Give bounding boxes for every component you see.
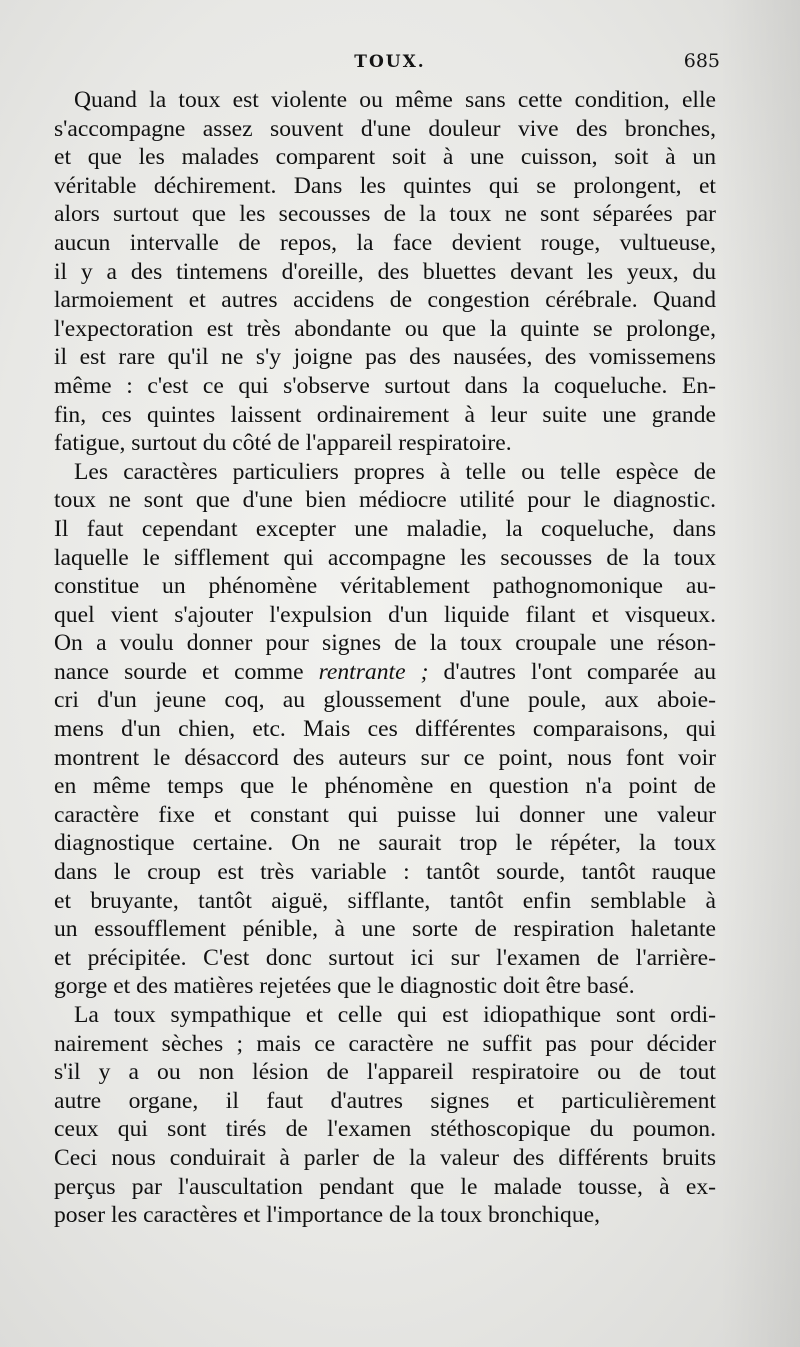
text-line: quel vient s'ajouter l'expulsion d'un liquide filant et visqueux. <box>54 601 716 628</box>
text-line: ceux qui sont tirés de l'examen stéthoscopique du poumon. <box>54 1116 716 1143</box>
text-line: véritable déchirement. Dans les quintes qui se prolongent, et <box>54 172 716 199</box>
body-text <box>54 86 716 1230</box>
text-line: s'accompagne assez souvent d'une douleur vive des bronches, <box>54 115 716 142</box>
text-line: il y a des tintemens d'oreille, des bluettes devant les yeux, du <box>54 258 716 285</box>
text-line: s'il y a ou non lésion de l'appareil respiratoire ou de tout <box>54 1059 716 1086</box>
text-line: et précipitée. C'est donc surtout ici sur l'examen de l'arrière- <box>54 944 716 971</box>
text-line: mens d'un chien, etc. Mais ces différentes comparaisons, qui <box>54 716 716 743</box>
text-line: et que les malades comparent soit à une cuisson, soit à un <box>54 144 716 171</box>
text-line: Quand la toux est violente ou même sans cette condition, elle <box>74 87 716 113</box>
text-line: un essoufflement pénible, à une sorte de respiration haletante <box>54 916 716 943</box>
text-line: diagnostique certaine. On ne saurait trop le répéter, la toux <box>54 830 716 857</box>
text-line: caractère fixe et constant qui puisse lui donner une valeur <box>54 801 716 828</box>
text-line: il est rare qu'il ne s'y joigne pas des nausées, des vomissemens <box>54 344 716 371</box>
running-head: TOUX. <box>354 52 426 72</box>
text-line: l'expectoration est très abondante ou que la quinte se prolonge, <box>54 315 716 342</box>
text-line: alors surtout que les secousses de la toux ne sont séparées par <box>54 201 716 228</box>
text-line: Il faut cependant excepter une maladie, la coqueluche, dans <box>54 515 716 542</box>
text-line: larmoiement et autres accidens de congestion cérébrale. Quand <box>54 287 716 314</box>
page-header <box>0 50 800 80</box>
text-line: cri d'un jeune coq, au gloussement d'une poule, aux aboie- <box>54 687 716 714</box>
text-line: nance sourde et comme rentrante ; d'autres l'ont comparée au <box>54 658 716 685</box>
page-fold-shadow <box>720 0 800 1347</box>
text-line: La toux sympathique et celle qui est idiopathique sont ordi- <box>74 1002 716 1028</box>
text-line: Ceci nous conduirait à parler de la valeur des différents bruits <box>54 1144 716 1171</box>
text-line: Les caractères particuliers propres à telle ou telle espèce de <box>74 458 716 485</box>
text-line: montrent le désaccord des auteurs sur ce point, nous font voir <box>54 744 716 771</box>
page-number: 685 <box>683 50 720 72</box>
text-line: en même temps que le phénomène en question n'a point de <box>54 773 716 800</box>
text-line: perçus par l'auscultation pendant que le malade tousse, à ex- <box>54 1173 716 1200</box>
text-line: poser les caractères et l'importance de la toux bronchique, <box>54 1202 601 1229</box>
text-line: laquelle le sifflement qui accompagne les secousses de la toux <box>54 544 716 571</box>
text-line: et bruyante, tantôt aiguë, sifflante, tantôt enfin semblable à <box>54 887 716 914</box>
text-line: fatigue, surtout du côté de l'appareil respiratoire. <box>54 430 512 457</box>
text-line: fin, ces quintes laissent ordinairement à leur suite une grande <box>54 401 716 428</box>
text-line: On a voulu donner pour signes de la toux croupale une réson- <box>54 630 716 657</box>
text-line: dans le croup est très variable : tantôt sourde, tantôt rauque <box>54 859 716 886</box>
text-line: constitue un phénomène véritablement pathognomonique au- <box>54 573 716 600</box>
text-line: autre organe, il faut d'autres signes et particulièrement <box>54 1087 716 1114</box>
text-line: nairement sèches ; mais ce caractère ne suffit pas pour décider <box>54 1030 716 1057</box>
text-line: même : c'est ce qui s'observe surtout dans la coqueluche. En- <box>54 372 716 399</box>
text-line: gorge et des matières rejetées que le diagnostic doit être basé. <box>54 973 635 1000</box>
text-line: aucun intervalle de repos, la face devient rouge, vultueuse, <box>54 229 716 256</box>
text-line: toux ne sont que d'une bien médiocre utilité pour le diagnostic. <box>54 487 716 514</box>
